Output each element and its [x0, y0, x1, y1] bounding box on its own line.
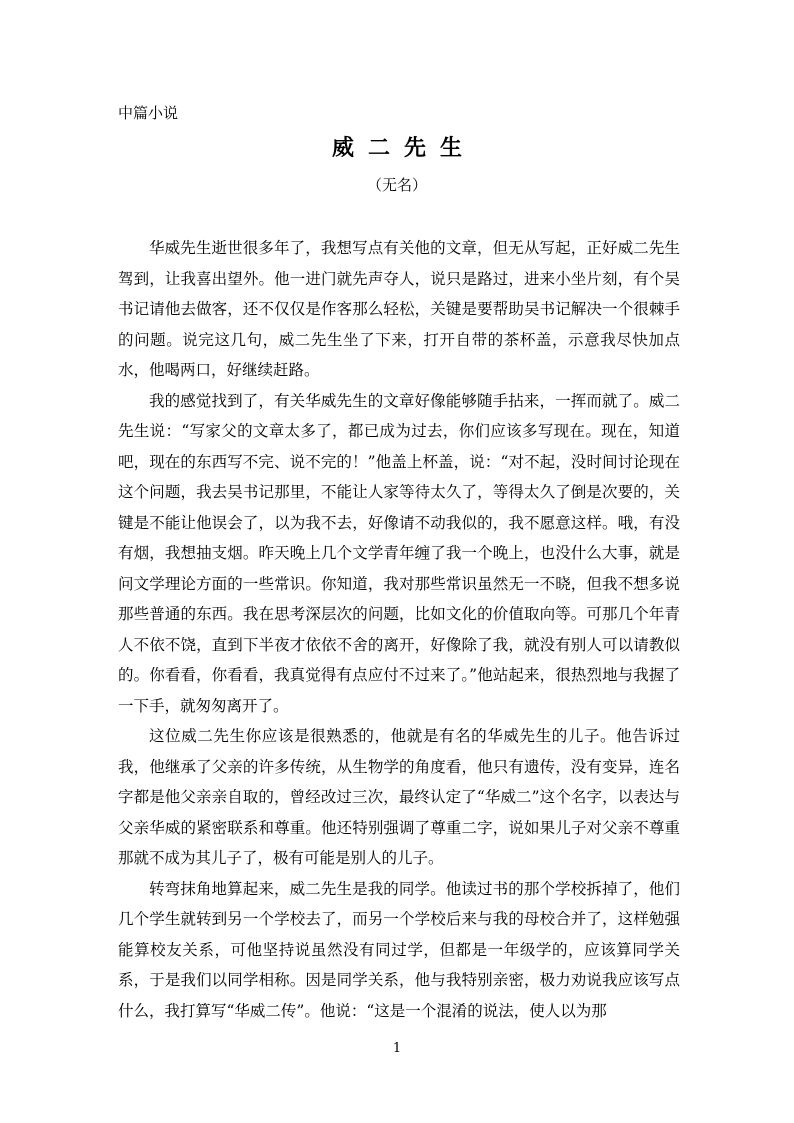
paragraph-4: 转弯抹角地算起来，威二先生是我的同学。他读过书的那个学校拆掉了，他们几个学生就转到另一个学校去了，而另一个学校后来与我的母校合并了，这样勉强能算校友关系，可他坚持说虽然没有同过学，但都是一年级学的，应该算同学关系，于是我们以同学相称。因是同学关系，他与我特别亲密，极力劝说我应该写点什么，我打算写“华威二传”。他说：“这是一个混淆的说法，使人以为那 [118, 879, 680, 1020]
author-line: （无名） [366, 176, 427, 194]
genre-label: 中篇小说 [118, 104, 179, 122]
paragraph-1: 华威先生逝世很多年了，我想写点有关他的文章，但无从写起，正好威二先生驾到，让我喜出望外。他一进门就先声夺人，说只是路过，进来小坐片刻，有个吴书记请他去做客，还不仅仅是作客那么轻松，关键是要帮助吴书记解决一个很棘手的问题。说完这几句，威二先生坐了下来，打开自带的茶杯盖，示意我尽快加点水，他喝两口，好继续赶路。 [118, 239, 680, 379]
paragraph-2: 我的感觉找到了，有关华威先生的文章好像能够随手拈来，一挥而就了。威二先生说：“写家父的文章太多了，都已成为过去，你们应该多写现在。现在，知道吧，现在的东西写不完、说不完的！”他盖上杯盖，说：“对不起，没时间讨论现在这个问题，我去吴书记那里，不能让人家等待太久了，等得太久了倒是次要的，关键是不能让他误会了，以为我不去，好像请不动我似的，我不愿意这样。哦，有没有烟，我想抽支烟。昨天晚上几个文学青年缠了我一个晚上，也没什么大事，就是问文学理论方面的一些常识。你知道，我对那些常识虽然无一不晓，但我不想多说那些普通的东西。我在思考深层次的问题，比如文化的价值取向等。可那几个年青人不依不饶，直到下半夜才依依不舍的离开，好像除了我，就没有别人可以请教似的。你看看，你看看，我真觉得有点应付不过来了。”他站起来，很热烈地与我握了一下手，就匆匆离开了。 [118, 391, 680, 715]
story-title: 威二先生 [331, 135, 476, 161]
paragraph-3: 这位威二先生你应该是很熟悉的，他就是有名的华威先生的儿子。他告诉过我，他继承了父亲的许多传统，从生物学的角度看，他只有遗传，没有变异，连名字都是他父亲亲自取的，曾经改过三次，最终认定了“华威二”这个名字，以表达与父亲华威的紧密联系和尊重。他还特别强调了尊重二字，说如果儿子对父亲不尊重那就不成为其儿子了，极有可能是别人的儿子。 [118, 727, 680, 867]
page-number: 1 [392, 1041, 402, 1056]
story-body [118, 233, 680, 1026]
